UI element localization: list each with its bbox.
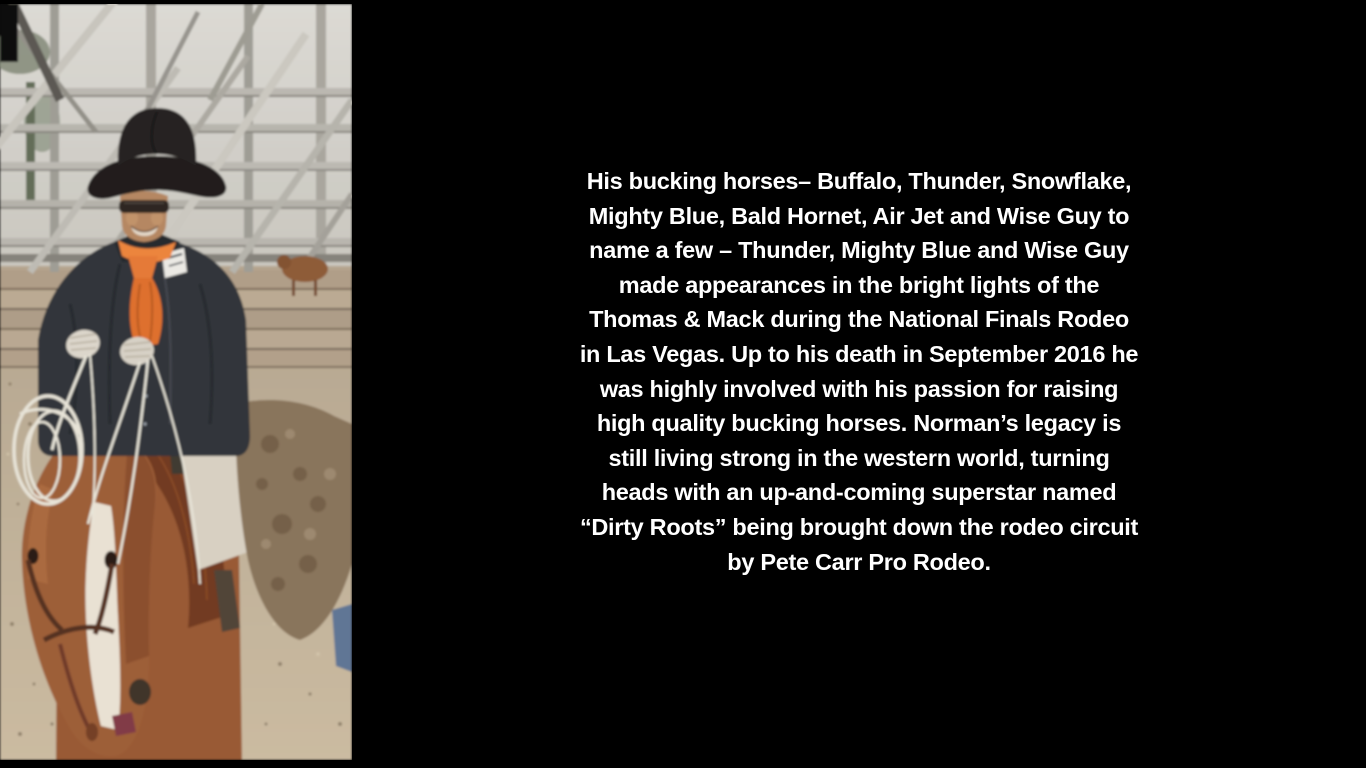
caption-text-block [352, 164, 1366, 579]
caption-line: was highly involved with his passion for raising [599, 375, 1119, 402]
caption-line: His bucking horses– Buffalo, Thunder, Snowflake, [586, 168, 1132, 194]
rodeo-photo [0, 4, 352, 760]
caption-line: “Dirty Roots” being brought down the rodeo circuit [579, 513, 1139, 540]
caption-line: made appearances in the bright lights of the [618, 271, 1100, 298]
caption-line: still living strong in the western world, turning [608, 444, 1110, 471]
caption-line: Mighty Blue, Bald Hornet, Air Jet and Wise Guy to [588, 202, 1130, 229]
caption-line: Thomas & Mack during the National Finals Rodeo [589, 306, 1129, 333]
caption-line: name a few – Thunder, Mighty Blue and Wise Guy [589, 237, 1129, 264]
caption-line: high quality bucking horses. Norman’s legacy is [596, 410, 1122, 437]
caption-line: heads with an up-and-coming superstar named [601, 479, 1117, 506]
caption-line: in Las Vegas. Up to his death in September 2016 he [579, 340, 1139, 367]
caption-line: by Pete Carr Pro Rodeo. [727, 548, 991, 575]
